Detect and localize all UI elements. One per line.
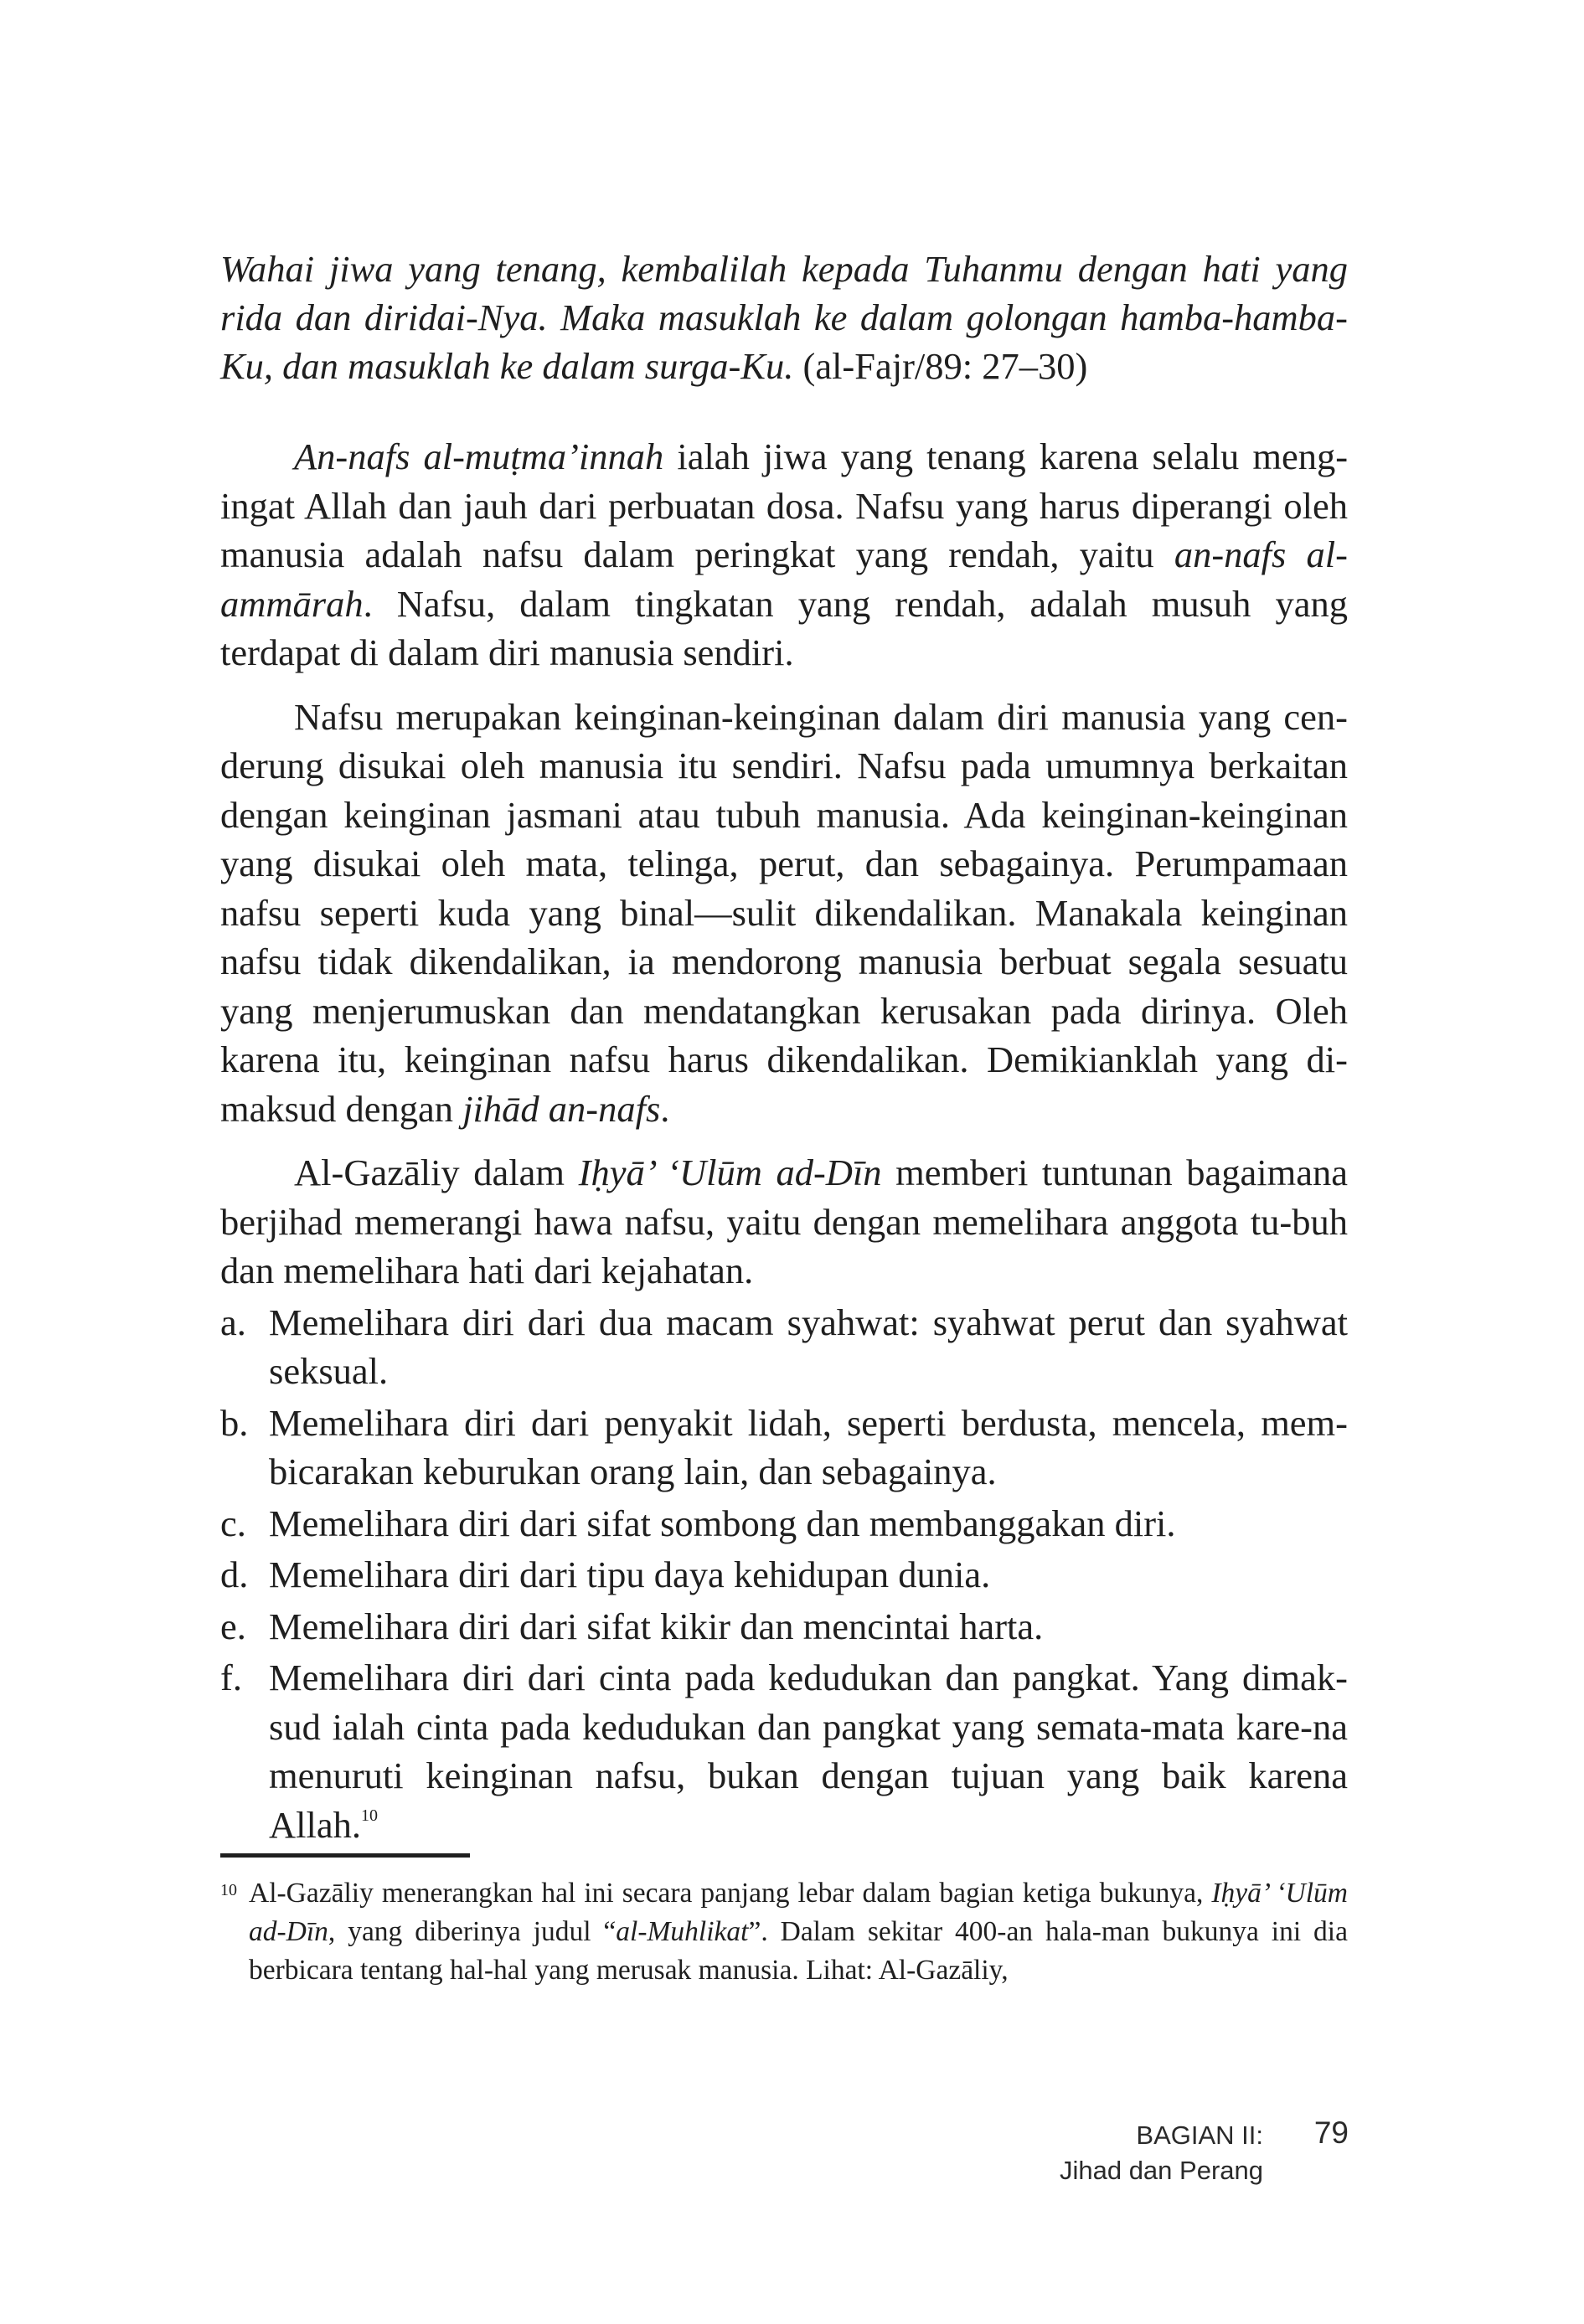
term-an-nafs-al-ammarah: an-nafs al-ammārah	[220, 533, 1348, 625]
list-item-text: Memelihara diri dari tipu daya kehidupan dunia.	[269, 1554, 991, 1595]
footnote-book-title: Iḥyā’ ‘Ulūm ad-Dīn	[249, 1878, 1348, 1947]
paragraph-text: memberi tuntunan bagaimana berjihad memerangi hawa nafsu, yaitu dengan memelihara anggota tu-buh dan memelihara hati dari kejahatan.	[220, 1152, 1348, 1291]
footnote-text-part: ”. Dalam sekitar 400-an hala-man bukunya ini dia berbicara tentang hal-hal yang merusak manusia. Lihat: Al-Gazāliy,	[249, 1916, 1348, 1986]
page-body	[220, 245, 1348, 1849]
page-number: 79	[1313, 2115, 1349, 2150]
list-marker: a.	[220, 1301, 246, 1343]
term-an-nafs-al-mutmainnah: An-nafs al-muṭma’innah	[294, 435, 664, 477]
list-marker: f.	[220, 1657, 242, 1698]
footnote-text	[220, 1874, 1348, 1990]
footnote-number: 10	[220, 1881, 237, 1899]
footnote-text-part: , yang diberinya judul “	[328, 1916, 617, 1947]
list-item	[220, 1499, 1348, 1548]
footnote-text-part: Al-Gazāliy menerangkan hal ini secara panjang lebar dalam bagian ketiga bukunya,	[249, 1878, 1212, 1909]
book-title-ihya: Iḥyā’ ‘Ulūm ad-Dīn	[578, 1152, 882, 1193]
list-item	[220, 1399, 1348, 1497]
list-marker: c.	[220, 1502, 246, 1544]
quote-citation: (al-Fajr/89: 27–30)	[802, 345, 1088, 387]
quran-quote	[220, 245, 1348, 390]
paragraph-al-gazaliy	[220, 1148, 1348, 1296]
list-item-text: Memelihara diri dari penyakit lidah, seperti berdusta, mencela, mem-bicarakan keburukan orang lain, dan sebagainya.	[269, 1401, 1348, 1492]
list-item-text: Memelihara diri dari cinta pada kedudukan dan pangkat. Yang dimak-sud ialah cinta pada kedudukan dan pangkat yang semata-mata kare-na menuruti keinginan nafsu, bukan dengan tujuan yang baik karena Allah.	[269, 1657, 1348, 1846]
list-item	[220, 1550, 1348, 1600]
list-item-text: Memelihara diri dari dua macam syahwat: syahwat perut dan syahwat seksual.	[269, 1301, 1348, 1392]
paragraph-nafsu	[220, 693, 1348, 1134]
list-marker: b.	[220, 1401, 249, 1444]
footer-part-label: BAGIAN II:	[1136, 2120, 1263, 2150]
footnote	[220, 1874, 1348, 1990]
paragraph-an-nafs	[220, 432, 1348, 678]
term-jihad-an-nafs: jihād an-nafs	[462, 1087, 661, 1130]
list-item	[220, 1602, 1348, 1652]
quote-text: Wahai jiwa yang tenang, kembalilah kepada Tuhanmu dengan hati yang rida dan diridai-Nya. Maka masuklah ke dalam golongan hamba-hamba-Ku, dan masuklah ke dalam surga-Ku.	[220, 248, 1348, 387]
list-item	[220, 1653, 1348, 1849]
list-item-text: Memelihara diri dari sifat sombong dan membanggakan diri.	[269, 1502, 1176, 1544]
footnote-reference[interactable]: 10	[361, 1806, 378, 1825]
list-item	[220, 1298, 1348, 1396]
guidance-list	[220, 1298, 1348, 1850]
list-marker: e.	[220, 1605, 246, 1647]
paragraph-text: Nafsu merupakan keinginan-keinginan dalam diri manusia yang cen-derung disukai oleh manusia itu sendiri. Nafsu pada umumnya berkaitan dengan keinginan jasmani atau tubuh manusia. Ada keinginan-keinginan yang disukai oleh mata, telinga, perut, dan sebagainya. Perumpamaan nafsu seperti kuda yang binal—sulit dikendalikan. Manakala keinginan nafsu tidak dikendalikan, ia mendorong manusia berbuat segala sesuatu yang menjerumuskan dan mendatangkan kerusakan pada dirinya. Oleh karena itu, keinginan nafsu harus dikendalikan. Demikianklah yang di-maksud dengan	[220, 695, 1348, 1130]
paragraph-text: Al-Gazāliy dalam	[294, 1152, 579, 1193]
list-item-text: Memelihara diri dari sifat kikir dan mencintai harta.	[269, 1605, 1044, 1647]
paragraph-text: ialah jiwa yang tenang karena selalu meng-ingat Allah dan jauh dari perbuatan dosa. Nafsu yang harus diperangi oleh manusia adalah nafsu dalam peringkat yang rendah, yaitu	[220, 435, 1349, 575]
list-marker: d.	[220, 1554, 249, 1595]
paragraph-text: . Nafsu, dalam tingkatan yang rendah, adalah musuh yang terdapat di dalam diri manusia sendiri.	[220, 582, 1348, 673]
footer-part-subtitle: Jihad dan Perang	[1059, 2156, 1263, 2185]
footnote-section-title: al-Muhlikat	[616, 1916, 749, 1947]
footnote-separator	[220, 1853, 470, 1858]
paragraph-text: .	[660, 1087, 670, 1130]
